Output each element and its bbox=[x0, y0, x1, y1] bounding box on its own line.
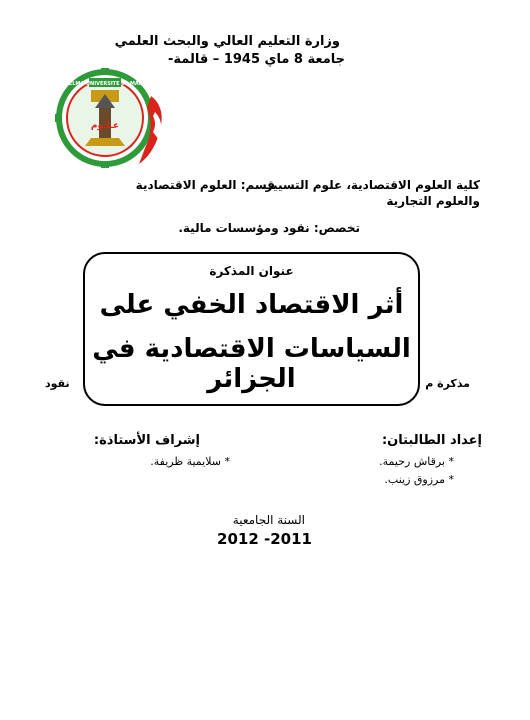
thesis-title-box bbox=[83, 252, 420, 406]
supervisor-name: * سلايمية ظريفة. bbox=[150, 455, 230, 468]
university-heading: جامعة 8 ماي 1945 – قالمة- bbox=[167, 52, 345, 67]
thesis-title-label: عنوان المذكرة bbox=[209, 264, 294, 278]
supervisor-label: إشراف الأستاذة: bbox=[93, 433, 200, 448]
memo-text-partial: مذكرة م bbox=[425, 377, 470, 390]
logo-caption: GUELMA UNIVERSITE 08 MAI 45 bbox=[60, 81, 150, 87]
ministry-heading: وزارة التعليم العالي والبحث العلمي bbox=[114, 34, 340, 49]
specialty-label: تخصص: نقود ومؤسسات مالية. bbox=[178, 221, 360, 235]
svg-text:عـلـوم: عـلـوم bbox=[90, 121, 120, 131]
thesis-title-line-1: أثر الاقتصاد الخفي على bbox=[99, 290, 404, 320]
thesis-title-line-2: السياسات الاقتصادية في الجزائر bbox=[92, 334, 411, 394]
student-name: * برقاش رحيمة. bbox=[379, 455, 454, 468]
students-label: إعداد الطالبتان: bbox=[381, 433, 482, 448]
academic-year-label: السنة الجامعية bbox=[232, 513, 305, 527]
faculty-line-1: كلية العلوم الاقتصادية، علوم التسيير bbox=[265, 178, 480, 192]
university-logo bbox=[55, 68, 173, 168]
department-label: قسم: العلوم الاقتصادية bbox=[135, 178, 275, 192]
memo-text-partial-left: نقود bbox=[45, 377, 70, 390]
student-name: * مرزوق زينب. bbox=[384, 473, 454, 486]
academic-year-value: 2012 -2011 bbox=[217, 530, 312, 548]
faculty-line-2: والعلوم التجارية bbox=[386, 194, 480, 208]
